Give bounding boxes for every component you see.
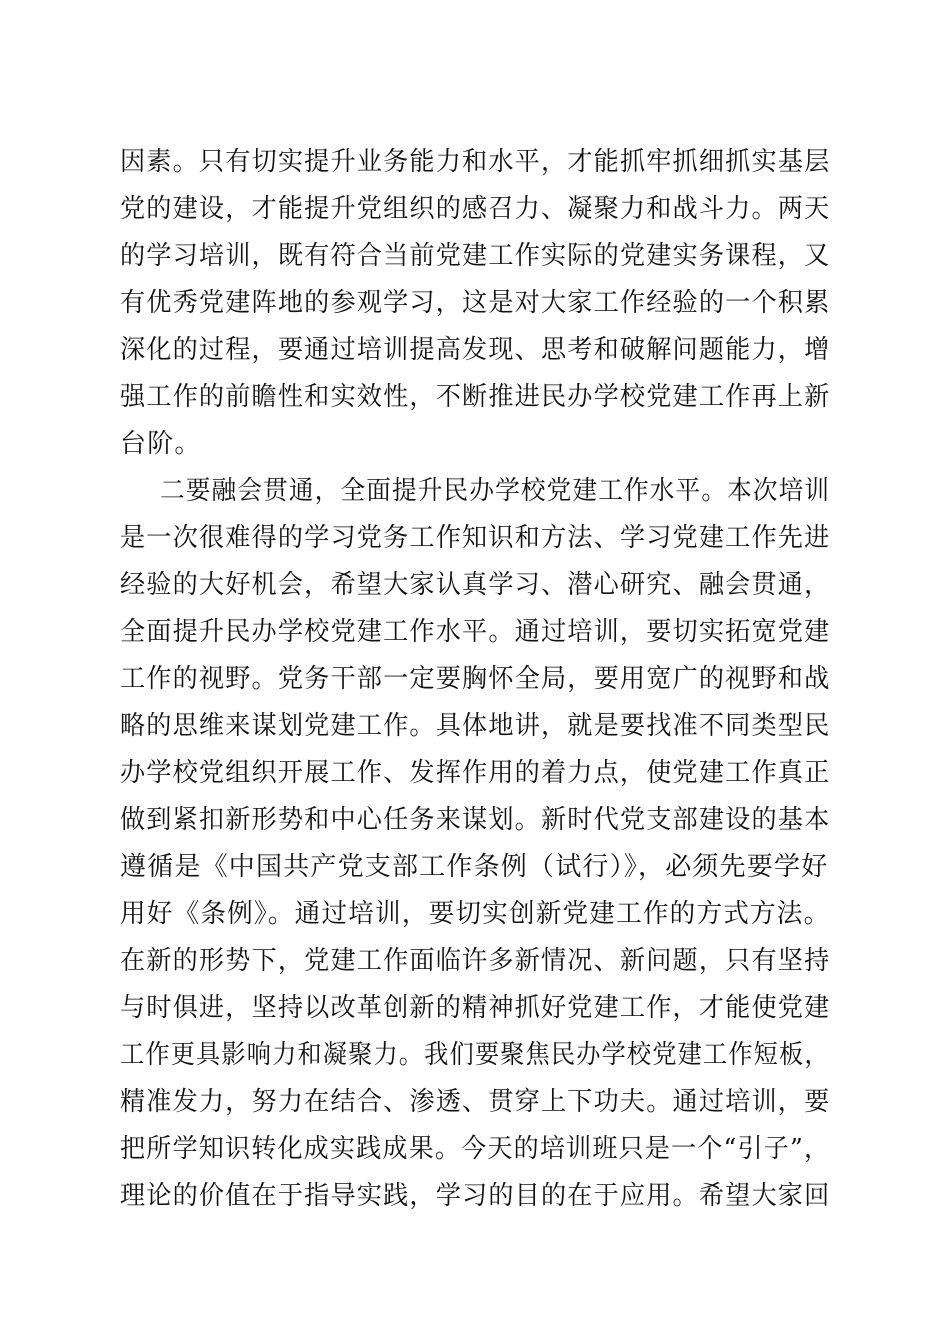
- text-line: 把所学知识转化成实践成果。今天的培训班只是一个“引子”，: [120, 1134, 831, 1164]
- text-line: 在新的形势下，党建工作面临许多新情况、新问题，只有坚持: [120, 946, 831, 976]
- text-line: 精准发力，努力在结合、渗透、贯穿上下功夫。通过培训，要: [120, 1087, 831, 1117]
- text-line: 做到紧扣新形势和中心任务来谋划。新时代党支部建设的基本: [120, 805, 831, 835]
- text-line: 与时俱进，坚持以改革创新的精神抓好党建工作，才能使党建: [120, 993, 831, 1023]
- text-line: 因素。只有切实提升业务能力和水平，才能抓牢抓细抓实基层: [120, 147, 831, 177]
- text-line: 工作更具影响力和凝聚力。我们要聚焦民办学校党建工作短板，: [120, 1040, 830, 1070]
- text-line: 办学校党组织开展工作、发挥作用的着力点，使党建工作真正: [120, 758, 831, 788]
- text-line: 遵循是《中国共产党支部工作条例（试行）》，必须先要学好: [120, 852, 829, 882]
- text-line: 的学习培训，既有符合当前党建工作实际的党建实务课程，又: [120, 241, 831, 271]
- text-line: 党的建设，才能提升党组织的感召力、凝聚力和战斗力。两天: [120, 194, 831, 224]
- text-line: 经验的大好机会，希望大家认真学习、潜心研究、融会贯通，: [120, 570, 831, 600]
- text-line: 略的思维来谋划党建工作。具体地讲，就是要找准不同类型民: [120, 711, 831, 741]
- text-line: 是一次很难得的学习党务工作知识和方法、学习党建工作先进: [120, 523, 831, 553]
- text-line: 有优秀党建阵地的参观学习，这是对大家工作经验的一个积累: [120, 288, 831, 318]
- text-line: 台阶。: [120, 429, 202, 459]
- text-line: 工作的视野。党务干部一定要胸怀全局，要用宽广的视野和战: [120, 664, 831, 694]
- text-line: 用好《条例》。通过培训，要切实创新党建工作的方式方法。: [120, 899, 831, 929]
- text-line: 理论的价值在于指导实践，学习的目的在于应用。希望大家回: [120, 1181, 831, 1211]
- text-line: 深化的过程，要通过培训提高发现、思考和破解问题能力，增: [120, 335, 831, 365]
- paragraph-start-line: 二要融会贯通，全面提升民办学校党建工作水平。本次培训: [160, 476, 831, 506]
- text-line: 强工作的前瞻性和实效性，不断推进民办学校党建工作再上新: [120, 382, 831, 412]
- text-line: 全面提升民办学校党建工作水平。通过培训，要切实拓宽党建: [120, 617, 831, 647]
